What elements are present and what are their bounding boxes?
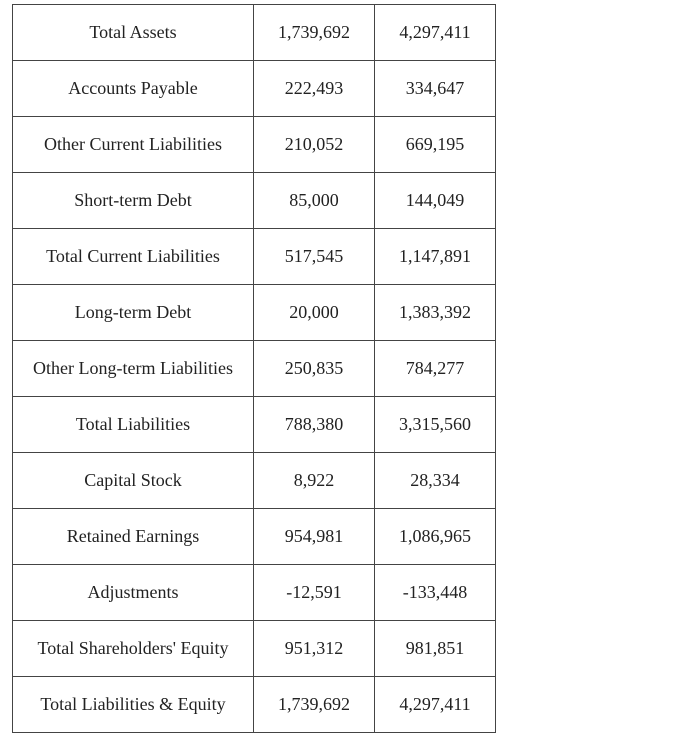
row-value-col2: 4,297,411 (375, 677, 496, 733)
row-label: Other Long-term Liabilities (13, 341, 254, 397)
row-value-col2: 334,647 (375, 61, 496, 117)
table-row (13, 621, 496, 677)
row-value-col1: 85,000 (254, 173, 375, 229)
row-label: Other Current Liabilities (13, 117, 254, 173)
row-value-col1: 222,493 (254, 61, 375, 117)
row-value-col2: 1,147,891 (375, 229, 496, 285)
row-label: Total Liabilities (13, 397, 254, 453)
row-value-col1: 1,739,692 (254, 5, 375, 61)
row-label: Adjustments (13, 565, 254, 621)
balance-sheet-body (13, 5, 496, 733)
row-value-col1: 210,052 (254, 117, 375, 173)
table-row (13, 453, 496, 509)
row-value-col2: 1,086,965 (375, 509, 496, 565)
table-row (13, 173, 496, 229)
row-value-col1: -12,591 (254, 565, 375, 621)
row-value-col1: 1,739,692 (254, 677, 375, 733)
row-label: Accounts Payable (13, 61, 254, 117)
table-row (13, 5, 496, 61)
row-value-col2: 3,315,560 (375, 397, 496, 453)
row-value-col1: 788,380 (254, 397, 375, 453)
row-label: Retained Earnings (13, 509, 254, 565)
row-label: Total Liabilities & Equity (13, 677, 254, 733)
table-row (13, 341, 496, 397)
balance-sheet-table (12, 4, 496, 733)
row-label: Long-term Debt (13, 285, 254, 341)
row-value-col2: -133,448 (375, 565, 496, 621)
row-value-col1: 517,545 (254, 229, 375, 285)
table-row (13, 117, 496, 173)
table-row (13, 61, 496, 117)
row-value-col1: 8,922 (254, 453, 375, 509)
table-row (13, 397, 496, 453)
row-value-col2: 784,277 (375, 341, 496, 397)
row-label: Total Current Liabilities (13, 229, 254, 285)
row-value-col2: 981,851 (375, 621, 496, 677)
row-label: Short-term Debt (13, 173, 254, 229)
table-row (13, 285, 496, 341)
row-value-col1: 954,981 (254, 509, 375, 565)
table-row (13, 677, 496, 733)
row-value-col1: 20,000 (254, 285, 375, 341)
row-value-col2: 1,383,392 (375, 285, 496, 341)
row-value-col2: 28,334 (375, 453, 496, 509)
row-label: Capital Stock (13, 453, 254, 509)
row-value-col2: 4,297,411 (375, 5, 496, 61)
row-value-col1: 250,835 (254, 341, 375, 397)
row-value-col2: 669,195 (375, 117, 496, 173)
row-value-col1: 951,312 (254, 621, 375, 677)
row-label: Total Shareholders' Equity (13, 621, 254, 677)
row-label: Total Assets (13, 5, 254, 61)
table-row (13, 229, 496, 285)
table-row (13, 509, 496, 565)
table-row (13, 565, 496, 621)
row-value-col2: 144,049 (375, 173, 496, 229)
